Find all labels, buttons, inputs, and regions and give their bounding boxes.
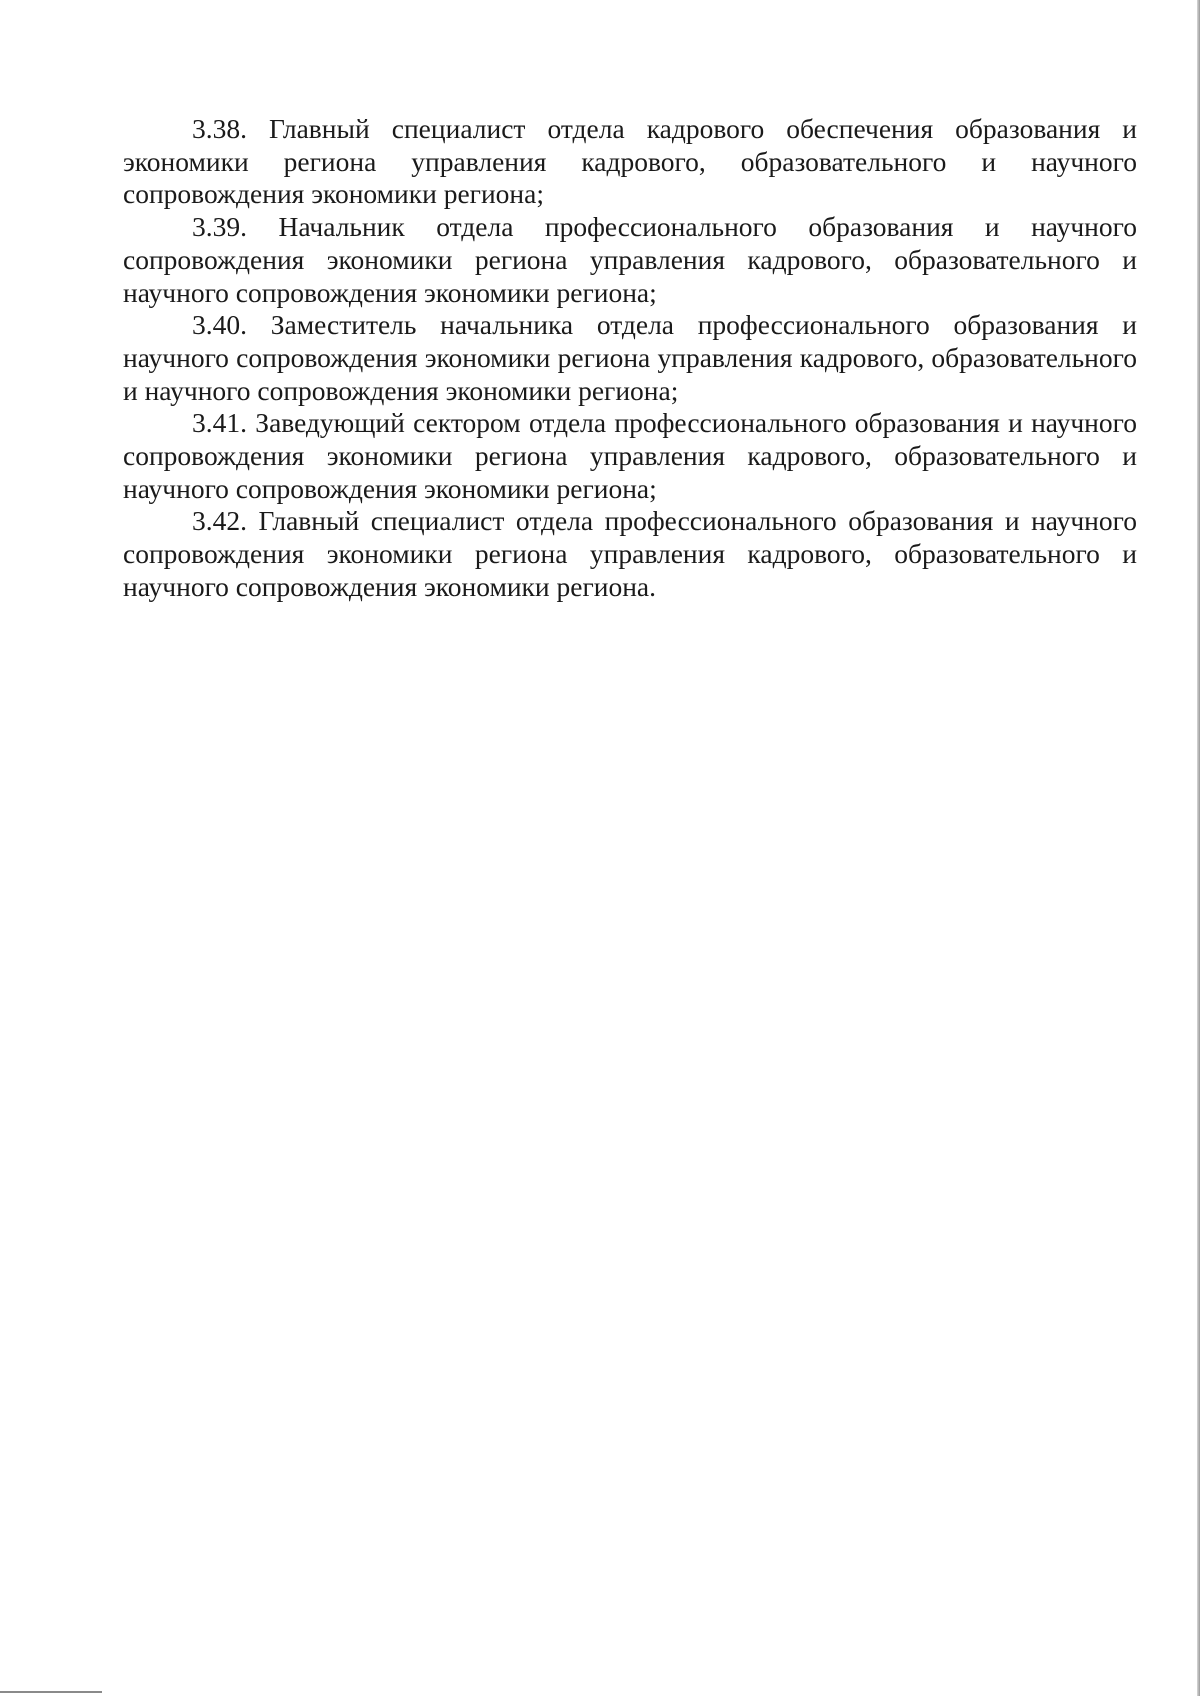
list-item-3-39: 3.39. Начальник отдела профессионального образования и научного сопровождения экономики региона управления кадрового, образовательного и научного сопровождения экономики региона; [123, 211, 1137, 308]
list-item-3-40: 3.40. Заместитель начальника отдела профессионального образования и научного сопровождения экономики региона управления кадрового, образовательного и научного сопровождения экономики региона; [123, 309, 1137, 406]
list-item-3-41: 3.41. Заведующий сектором отдела профессионального образования и научного сопровождения экономики региона управления кадрового, образовательного и научного сопровождения экономики региона; [123, 407, 1137, 504]
scan-edge-mark [0, 1691, 102, 1693]
list-item-3-38: 3.38. Главный специалист отдела кадрового обеспечения образования и экономики региона управления кадрового, образовательного и научного сопровождения экономики региона; [123, 113, 1137, 210]
list-item-3-42: 3.42. Главный специалист отдела профессионального образования и научного сопровождения экономики региона управления кадрового, образовательного и научного сопровождения экономики региона. [123, 505, 1137, 602]
document-body [123, 113, 1137, 604]
